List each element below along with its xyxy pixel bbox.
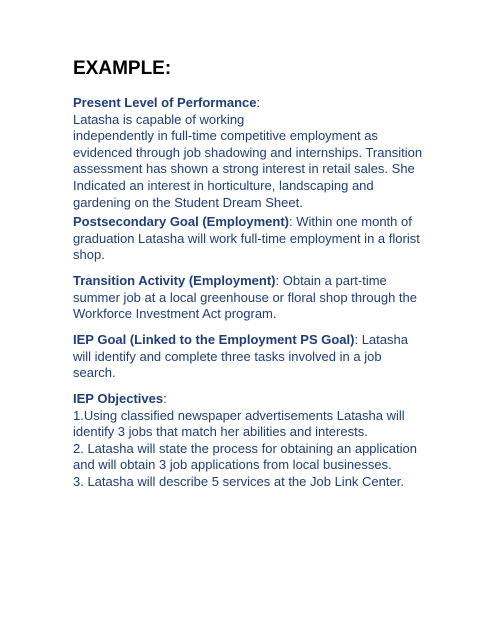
section-iep-objectives <box>73 391 433 491</box>
section-heading: Postsecondary Goal (Employment) <box>73 214 289 229</box>
section-heading-line <box>73 391 433 408</box>
section-body-line: Workforce Investment Act program. <box>73 306 277 322</box>
section-body-line: graduation Latasha will work full-time employment in a florist <box>73 230 420 246</box>
section-heading-line <box>73 95 433 112</box>
objective-item: 2. Latasha will state the process for obtaining an application <box>73 440 417 456</box>
section-heading: IEP Objectives <box>73 391 164 406</box>
section-heading-suffix: : Latasha <box>354 332 408 347</box>
section-heading-suffix: : <box>256 95 261 110</box>
section-heading: Present Level of Performance <box>73 95 257 110</box>
section-heading-suffix: : <box>163 391 167 406</box>
objective-item: 1.Using classified newspaper advertisements Latasha will <box>73 407 405 423</box>
section-iep-goal <box>73 332 433 382</box>
section-heading-line <box>73 214 433 231</box>
section-body-line: evidenced through job shadowing and internships. Transition <box>73 144 423 160</box>
section-body-line: will identify and complete three tasks involved in a job <box>73 348 382 364</box>
section-present-level-of-performance <box>73 95 433 211</box>
section-heading-suffix: : Obtain a part-time <box>275 273 387 288</box>
objective-item: identify 3 jobs that match her abilities and interests. <box>73 424 368 440</box>
section-body-line: assessment has shown a strong interest in retail sales. She <box>73 161 415 177</box>
section-body-line: Indicated an interest in horticulture, landscaping and <box>73 177 374 193</box>
section-heading-line <box>73 273 433 290</box>
section-body-line: shop. <box>73 247 105 263</box>
section-postsecondary-goal <box>73 214 433 264</box>
section-transition-activity <box>73 273 433 323</box>
section-body-line: gardening on the Student Dream Sheet. <box>73 194 303 210</box>
section-heading-suffix: : Within one month of <box>289 214 412 229</box>
objective-item: 3. Latasha will describe 5 services at the Job Link Center. <box>73 473 404 489</box>
section-body-line: search. <box>73 365 116 381</box>
section-heading: Transition Activity (Employment) <box>73 273 276 288</box>
section-body-line: independently in full-time competitive employment as <box>73 128 378 144</box>
section-body-line: Latasha is capable of working <box>73 111 245 127</box>
section-body-line: summer job at a local greenhouse or floral shop through the <box>73 289 417 305</box>
document-title: EXAMPLE: <box>73 58 172 79</box>
objective-item: and will obtain 3 job applications from local businesses. <box>73 457 392 473</box>
section-heading: IEP Goal (Linked to the Employment PS Goal) <box>73 332 355 347</box>
section-heading-line <box>73 332 433 349</box>
